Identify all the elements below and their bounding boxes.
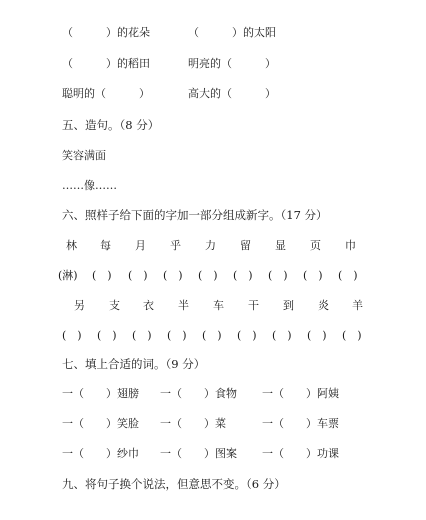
measure-word-blank: 一（ ）食物	[160, 387, 237, 400]
q4-row-1	[0, 25, 426, 43]
measure-word-blank: 一（ ）翅膀	[62, 387, 139, 400]
section-7-heading: 七、填上合适的词。（9 分）	[62, 357, 206, 371]
answer-slot: ( )	[62, 329, 82, 342]
base-char: 乎	[170, 239, 181, 252]
blank-phrase: （ ）的稻田	[62, 57, 150, 70]
q6-answer-row-1	[0, 268, 426, 286]
answer-slot: ( )	[268, 269, 288, 282]
measure-word-blank: 一（ ）车票	[262, 417, 339, 430]
answer-slot: ( )	[92, 269, 112, 282]
base-char: 干	[248, 299, 259, 312]
base-char: 页	[310, 239, 321, 252]
measure-word-blank: 一（ ）菜	[160, 417, 226, 430]
base-char: 每	[100, 239, 111, 252]
base-char: 衣	[143, 299, 154, 312]
base-char: 半	[178, 299, 189, 312]
base-char: 林	[66, 239, 77, 252]
answer-slot: ( )	[132, 329, 152, 342]
base-char: 月	[135, 239, 146, 252]
answer-slot: ( )	[128, 269, 148, 282]
answer-slot: ( )	[237, 329, 257, 342]
answer-slot: ( )	[167, 329, 187, 342]
measure-word-blank: 一（ ）笑脸	[62, 417, 139, 430]
q7-row-3	[0, 446, 426, 464]
q6-char-row-1	[0, 238, 426, 256]
answer-slot: ( )	[198, 269, 218, 282]
base-char: 车	[213, 299, 224, 312]
base-char: 另	[74, 299, 85, 312]
sentence-prompt: 笑容满面	[62, 149, 106, 162]
base-char: 巾	[345, 239, 356, 252]
measure-word-blank: 一（ ）纱巾	[62, 447, 139, 460]
measure-word-blank: 一（ ）功课	[262, 447, 339, 460]
blank-phrase: （ ）的太阳	[188, 26, 276, 39]
section-5-heading: 五、造句。（8 分）	[62, 118, 160, 132]
base-char: 留	[240, 239, 251, 252]
base-char: 到	[283, 299, 294, 312]
blank-phrase: 明亮的（ ）	[188, 57, 276, 70]
answer-slot: ( )	[163, 269, 183, 282]
answer-slot: ( )	[307, 329, 327, 342]
answer-slot: ( )	[233, 269, 253, 282]
answer-slot: ( )	[272, 329, 292, 342]
base-char: 炎	[318, 299, 329, 312]
base-char: 力	[205, 239, 216, 252]
sentence-prompt: ……像……	[62, 179, 117, 192]
blank-phrase: （ ）的花朵	[62, 26, 150, 39]
answer-slot: ( )	[342, 329, 362, 342]
answer-slot: ( )	[97, 329, 117, 342]
q4-row-3	[0, 86, 426, 104]
q4-row-2	[0, 56, 426, 74]
answer-slot: ( )	[338, 269, 358, 282]
q7-row-2	[0, 416, 426, 434]
section-6-heading: 六、照样子给下面的字加一部分组成新字。（17 分）	[62, 208, 328, 222]
q6-answer-row-2	[0, 328, 426, 346]
measure-word-blank: 一（ ）阿姨	[262, 387, 339, 400]
answer-slot: ( )	[303, 269, 323, 282]
blank-phrase: 高大的（ ）	[188, 87, 276, 100]
answer-slot: (淋)	[58, 269, 78, 282]
measure-word-blank: 一（ ）图案	[160, 447, 237, 460]
blank-phrase: 聪明的（ ）	[62, 87, 150, 100]
section-9-heading: 九、将句子换个说法，但意思不变。（6 分）	[62, 477, 286, 491]
base-char: 支	[109, 299, 120, 312]
q7-row-1	[0, 386, 426, 404]
base-char: 显	[275, 239, 286, 252]
q6-char-row-2	[0, 298, 426, 316]
base-char: 羊	[352, 299, 363, 312]
answer-slot: ( )	[202, 329, 222, 342]
